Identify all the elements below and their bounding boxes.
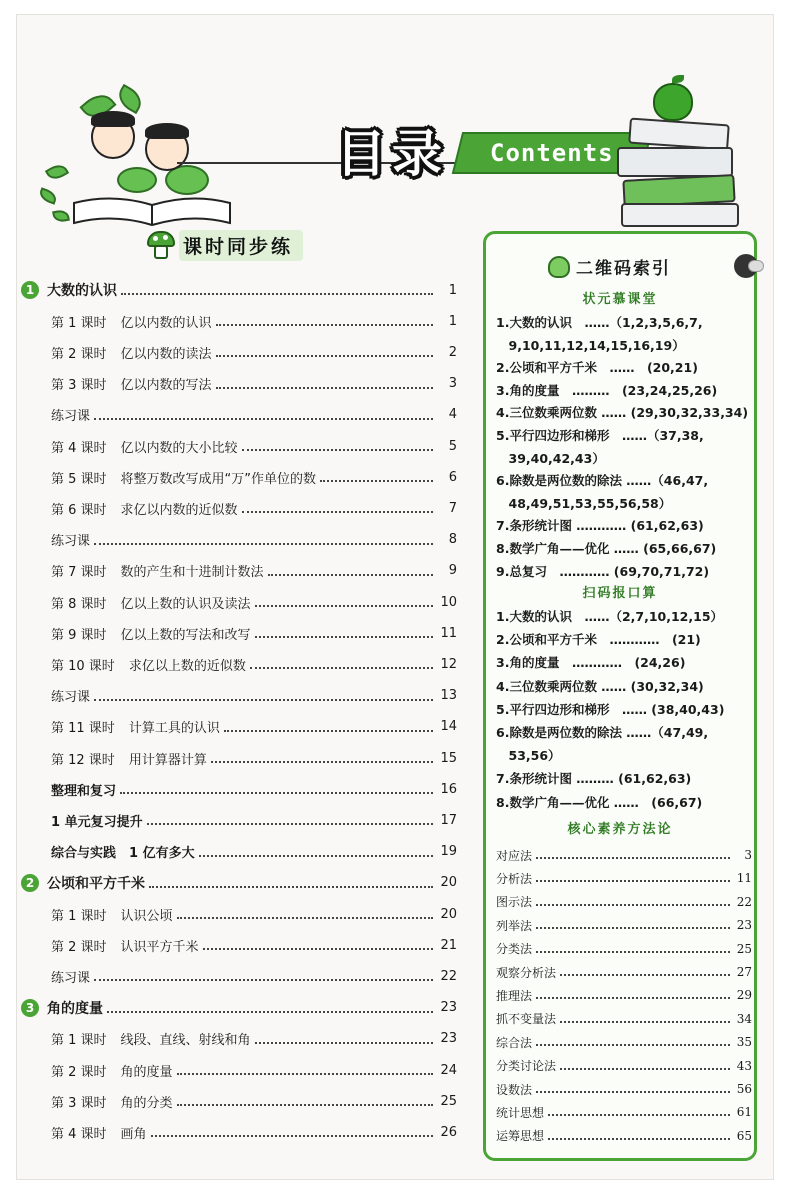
qr-index-entry[interactable]: 53,56） <box>496 748 561 764</box>
lesson-number: 第 1 课时 <box>51 315 107 331</box>
qr-index-entry[interactable]: 8.数学广角——优化 …… (65,66,67) <box>496 541 717 556</box>
section-title: 课时同步练 <box>179 230 303 261</box>
toc-entry-title: 亿以内数的认识 <box>120 315 212 331</box>
dot-leader <box>216 324 433 326</box>
page-number: 2 <box>448 344 457 360</box>
toc-entry[interactable] <box>17 1024 477 1054</box>
page-number: 5 <box>448 438 457 454</box>
dot-leader <box>94 699 433 701</box>
apple-icon <box>653 83 693 121</box>
page-number: 23 <box>736 918 752 933</box>
page-number: 22 <box>440 968 457 984</box>
toc-entry[interactable] <box>17 743 477 773</box>
page-number: 25 <box>736 941 752 956</box>
toc-entry-title: 求亿以内数的近似数 <box>120 502 238 518</box>
toc-entry-title: 认识公顷 <box>120 908 173 924</box>
dot-leader <box>242 511 433 513</box>
page-number: 16 <box>440 781 457 797</box>
dot-leader <box>94 979 433 981</box>
method-name: 分析法 <box>496 871 533 886</box>
toc-entry-title: 计算工具的认识 <box>128 721 220 737</box>
toc-entry-title: 线段、直线、射线和角 <box>120 1033 251 1049</box>
dot-leader <box>250 667 433 669</box>
page-number: 3 <box>744 848 752 862</box>
page-number: 11 <box>736 871 752 886</box>
dot-leader <box>199 855 433 857</box>
dot-leader <box>536 997 730 999</box>
dot-leader <box>151 1135 433 1137</box>
qr-index-entry[interactable]: 39,40,42,43） <box>496 450 605 466</box>
lesson-number: 第 4 课时 <box>51 1126 107 1142</box>
dot-leader <box>255 636 433 638</box>
dot-leader <box>149 886 433 888</box>
toc-entry-title: 整理和复习 <box>51 783 117 799</box>
qr-index-entry[interactable]: 48,49,51,53,55,56,58） <box>496 495 672 511</box>
dot-leader <box>177 1073 433 1075</box>
toc-entry[interactable] <box>17 961 477 991</box>
dot-leader <box>560 1021 730 1023</box>
page-number: 9 <box>448 563 457 579</box>
toc-entry[interactable] <box>17 462 477 492</box>
method-entry[interactable] <box>496 844 752 866</box>
toc-chapter[interactable] <box>17 868 477 898</box>
lesson-number: 第 9 课时 <box>51 627 107 643</box>
qr-index-entry[interactable]: 7.条形统计图 ………… (61,62,63) <box>496 518 704 534</box>
page-number: 6 <box>448 469 457 485</box>
toc-entry[interactable] <box>17 587 477 617</box>
qr-index-entry[interactable]: 5.平行四边形和梯形 ……（37,38, <box>496 428 704 443</box>
toc-entry[interactable] <box>17 337 477 367</box>
page-number: 3 <box>448 376 457 392</box>
toc-entry[interactable] <box>17 1086 477 1116</box>
method-entry[interactable] <box>496 984 752 1006</box>
page-number: 26 <box>440 1124 457 1140</box>
toc-entry-title: 角的度量 <box>47 1000 103 1017</box>
method-entry[interactable] <box>496 961 752 983</box>
qr-index-entry[interactable]: 6.除数是两位数的除法 ……（46,47, <box>496 473 709 489</box>
chapter-number-badge: 3 <box>21 999 39 1017</box>
qr-index-entry[interactable]: 4.三位数乘两位数 …… (30,32,34) <box>496 678 704 694</box>
dot-leader <box>560 974 730 976</box>
lesson-number: 第 3 课时 <box>51 378 107 394</box>
toc-entry-title: 1 单元复习提升 <box>51 814 143 830</box>
dot-leader <box>548 1138 730 1140</box>
dot-leader <box>211 761 433 763</box>
toc-entry-title: 练习课 <box>51 409 91 425</box>
leaf-decoration <box>37 187 58 204</box>
qr-index-entry[interactable]: 8.数学广角——优化 …… (66,67) <box>496 794 703 810</box>
toc-entry[interactable] <box>17 805 477 835</box>
toc-entry-title: 将整万数改写成用“万”作单位的数 <box>120 471 317 487</box>
toc-entry-title: 亿以上数的写法和改写 <box>120 627 251 643</box>
dot-leader <box>242 449 433 451</box>
sprout-icon <box>548 256 570 278</box>
method-entry[interactable] <box>496 938 752 960</box>
toc-chapter[interactable] <box>17 275 477 305</box>
header <box>17 15 774 243</box>
method-name: 图示法 <box>496 895 533 910</box>
toc-chapter[interactable] <box>17 993 477 1023</box>
toc-entry[interactable] <box>17 1117 477 1147</box>
toc-entry[interactable] <box>17 930 477 960</box>
lesson-number: 第 2 课时 <box>51 346 107 362</box>
lesson-number: 第 6 课时 <box>51 502 107 518</box>
page-number: 25 <box>440 1093 457 1109</box>
method-name: 推理法 <box>496 988 533 1003</box>
dot-leader <box>536 951 730 953</box>
qr-index-entry[interactable]: 1.大数的认识 ……（1,2,3,5,6,7, <box>496 315 703 330</box>
qr-index-panel <box>483 231 757 1161</box>
mushroom-icon <box>147 231 175 261</box>
dot-leader <box>536 1044 730 1046</box>
page-number: 65 <box>736 1128 752 1143</box>
toc-entry-title: 公顷和平方千米 <box>47 875 145 892</box>
page-number: 22 <box>736 894 752 909</box>
toc-page <box>16 14 774 1180</box>
page-number: 35 <box>736 1035 752 1050</box>
method-name: 统计思想 <box>496 1105 545 1120</box>
toc-entry-title: 亿以内数的大小比较 <box>120 440 238 456</box>
method-name: 列举法 <box>496 918 533 933</box>
dot-leader <box>224 730 433 732</box>
dot-leader <box>320 480 433 482</box>
page-number: 34 <box>736 1011 752 1026</box>
page-number: 14 <box>440 719 457 735</box>
dot-leader <box>107 1011 433 1013</box>
method-name: 分类法 <box>496 942 533 957</box>
dot-leader <box>94 418 433 420</box>
leaf-decoration <box>114 84 147 114</box>
page-number: 23 <box>440 1031 457 1047</box>
toc-entry[interactable] <box>17 525 477 555</box>
page-title <box>322 115 462 185</box>
lesson-number: 第 1 课时 <box>51 1033 107 1049</box>
toc-entry[interactable] <box>17 306 477 336</box>
toc-entry[interactable] <box>17 493 477 523</box>
qr-index-title: 二维码索引 <box>576 259 671 279</box>
page-number: 12 <box>440 656 457 672</box>
toc-entry-title: 综合与实践 1 亿有多大 <box>51 846 195 862</box>
method-name: 对应法 <box>496 848 533 863</box>
tab-marker-inner <box>748 260 764 272</box>
method-entry[interactable] <box>496 1078 752 1100</box>
lesson-number: 第 2 课时 <box>51 1064 107 1080</box>
page-number: 29 <box>736 988 752 1003</box>
lesson-number: 第 2 课时 <box>51 939 107 955</box>
toc-entry-title: 大数的认识 <box>47 283 117 299</box>
dot-leader <box>177 1104 433 1106</box>
method-entry[interactable] <box>496 1031 752 1053</box>
lesson-number: 第 4 课时 <box>51 440 107 456</box>
method-entry[interactable] <box>496 1101 752 1123</box>
method-entry[interactable] <box>496 914 752 936</box>
qr-index-entry[interactable]: 9,10,11,12,14,15,16,19） <box>496 337 685 353</box>
lesson-number: 第 8 课时 <box>51 596 107 612</box>
page-number: 61 <box>736 1105 752 1120</box>
toc-entry-title: 用计算器计算 <box>128 752 207 768</box>
lesson-number: 第 12 课时 <box>51 752 115 768</box>
dot-leader <box>147 823 433 825</box>
toc-entry[interactable] <box>17 431 477 461</box>
page-number: 10 <box>440 594 457 610</box>
dot-leader <box>120 792 433 794</box>
contents-ribbon-text: Contents <box>490 139 614 167</box>
method-name: 分类讨论法 <box>496 1059 557 1074</box>
dot-leader <box>268 574 433 576</box>
dot-leader <box>536 880 730 882</box>
page-number: 1 <box>448 282 457 298</box>
qr-index-entry[interactable]: 5.平行四边形和梯形 …… (38,40,43) <box>496 701 725 717</box>
toc-entry-title: 亿以内数的读法 <box>120 346 212 362</box>
dot-leader <box>536 1091 730 1093</box>
bush-decoration <box>117 167 157 193</box>
method-entry[interactable] <box>496 1125 752 1147</box>
qr-index-entry[interactable]: 2.公顷和平方千米 …… (20,21) <box>496 360 698 376</box>
page-number: 24 <box>440 1062 457 1078</box>
dot-leader <box>203 948 433 950</box>
toc-entry-title: 画角 <box>120 1126 147 1142</box>
method-name: 观察分析法 <box>496 965 557 980</box>
qr-section-title-2: 扫码报口算 <box>582 586 658 601</box>
toc-entry-title: 练习课 <box>51 690 91 706</box>
lesson-number: 第 3 课时 <box>51 1095 107 1111</box>
page-number: 4 <box>448 407 457 423</box>
toc-entry[interactable] <box>17 618 477 648</box>
page-number: 20 <box>440 906 457 922</box>
method-entry[interactable] <box>496 1008 752 1030</box>
dot-leader <box>94 543 433 545</box>
method-name: 运筹思想 <box>496 1129 545 1144</box>
toc-entry-title: 亿以内数的写法 <box>120 378 212 394</box>
method-entry[interactable] <box>496 1055 752 1077</box>
page-number: 19 <box>440 844 457 860</box>
toc-entry-title: 角的分类 <box>120 1095 173 1111</box>
qr-index-entry[interactable]: 4.三位数乘两位数 …… (29,30,32,33,34) <box>496 405 749 421</box>
page-number: 17 <box>440 812 457 828</box>
toc-entry-title: 亿以上数的认识及读法 <box>120 596 251 612</box>
page-title-text: 目录 <box>336 125 448 183</box>
toc-entry-title: 练习课 <box>51 534 91 550</box>
dot-leader <box>560 1068 730 1070</box>
qr-index-entry[interactable]: 3.角的度量 ………… (24,26) <box>496 655 686 671</box>
dot-leader <box>255 605 433 607</box>
boy-hair <box>91 111 135 127</box>
open-book-icon <box>72 193 232 227</box>
toc-entry[interactable] <box>17 774 477 804</box>
toc-entry-title: 求亿以上数的近似数 <box>128 658 246 674</box>
toc-entry[interactable] <box>17 400 477 430</box>
dot-leader <box>216 355 433 357</box>
method-name: 设数法 <box>496 1082 533 1097</box>
page-number: 13 <box>440 688 457 704</box>
toc-entry[interactable] <box>17 837 477 867</box>
toc-entry-title: 数的产生和十进制计数法 <box>120 565 264 581</box>
page-number: 15 <box>440 750 457 766</box>
qr-index-entry[interactable]: 7.条形统计图 ……… (61,62,63) <box>496 771 692 787</box>
apple-leaf-icon <box>672 75 684 83</box>
book-decoration <box>617 147 733 177</box>
section-heading <box>147 230 303 261</box>
lesson-number: 第 5 课时 <box>51 471 107 487</box>
toc-entry[interactable] <box>17 649 477 679</box>
page-number: 8 <box>448 532 457 548</box>
toc-entry[interactable] <box>17 1055 477 1085</box>
qr-index-entry[interactable]: 6.除数是两位数的除法 ……（47,49, <box>496 725 709 740</box>
chapter-number-badge: 1 <box>21 281 39 299</box>
toc-entry[interactable] <box>17 369 477 399</box>
page-number: 43 <box>736 1058 752 1073</box>
dot-leader <box>548 1114 730 1116</box>
dot-leader <box>536 927 730 929</box>
chapter-number-badge: 2 <box>21 874 39 892</box>
dot-leader <box>255 1042 433 1044</box>
lesson-number: 第 10 课时 <box>51 658 115 674</box>
toc-entry[interactable] <box>17 681 477 711</box>
lesson-number: 第 7 课时 <box>51 565 107 581</box>
page-number: 56 <box>736 1082 752 1096</box>
toc-entry-title: 认识平方千米 <box>120 939 199 955</box>
dot-leader <box>121 293 433 295</box>
page-number: 21 <box>440 937 457 953</box>
method-entry[interactable] <box>496 867 752 889</box>
qr-index-heading <box>548 254 671 279</box>
page-number: 1 <box>448 313 457 329</box>
dot-leader <box>216 387 433 389</box>
lesson-number: 第 1 课时 <box>51 908 107 924</box>
toc-entry[interactable] <box>17 556 477 586</box>
toc-entry[interactable] <box>17 712 477 742</box>
method-name: 抓不变量法 <box>496 1012 557 1027</box>
toc-entry-title: 练习课 <box>51 970 91 986</box>
dot-leader <box>536 904 730 906</box>
page-number: 11 <box>440 625 457 641</box>
qr-index-entry[interactable]: 3.角的度量 ……… (23,24,25,26) <box>496 382 718 398</box>
qr-index-entry[interactable]: 2.公顷和平方千米 ………… (21) <box>496 632 701 648</box>
method-name: 综合法 <box>496 1035 533 1050</box>
leaf-decoration <box>52 209 70 224</box>
qr-section-title-3: 核心素养方法论 <box>567 822 673 837</box>
toc-entry[interactable] <box>17 899 477 929</box>
page-number: 7 <box>448 500 457 516</box>
lesson-number: 第 11 课时 <box>51 721 115 737</box>
qr-index-entry[interactable]: 1.大数的认识 ……（2,7,10,12,15） <box>496 609 724 624</box>
qr-section-title-1: 状元慕课堂 <box>582 292 658 307</box>
dot-leader <box>177 917 433 919</box>
leaf-decoration <box>45 161 69 183</box>
method-entry[interactable] <box>496 891 752 913</box>
toc-entry-title: 角的度量 <box>120 1064 173 1080</box>
book-decoration <box>621 203 739 227</box>
qr-index-entry[interactable]: 9.总复习 ………… (69,70,71,72) <box>496 563 710 579</box>
page-number: 23 <box>440 1000 457 1016</box>
page-number: 20 <box>440 875 457 891</box>
girl-hair <box>145 123 189 139</box>
page-number: 27 <box>736 965 752 979</box>
dot-leader <box>536 857 730 859</box>
